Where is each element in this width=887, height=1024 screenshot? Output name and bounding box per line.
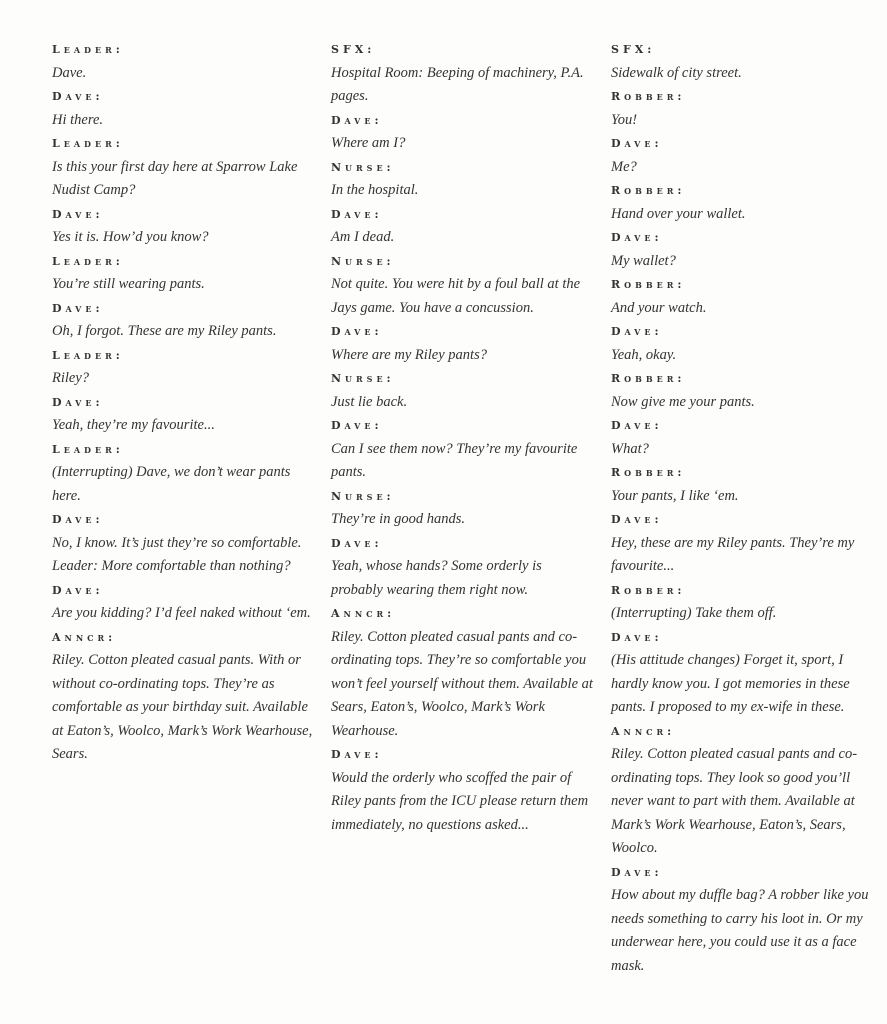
speaker-label: Nurse: (331, 489, 395, 503)
speaker-label: Dave: (52, 90, 104, 103)
speaker-label: Leader: (52, 254, 124, 268)
dialogue-line: Yeah, okay. (611, 346, 677, 363)
dialogue-line: My wallet? (611, 252, 676, 269)
dialogue-line: Yeah, whose hands? Some orderly is probably wearing them right now. (331, 558, 542, 598)
speaker-label: Nurse: (331, 160, 395, 174)
speaker-label: Nurse: (331, 254, 395, 268)
dialogue-line: Hey, these are my Riley pants. They’re my favourite... (611, 534, 855, 574)
dialogue-line: Where are my Riley pants? (331, 346, 487, 363)
speaker-label: Dave: (331, 748, 383, 761)
speaker-label: Leader: (52, 348, 124, 362)
dialogue-line: Would the orderly who scoffed the pair of Riley pants from the ICU please return them immediately, no questions asked... (331, 769, 589, 833)
script-column-3 (611, 38, 873, 978)
dialogue-line: Dave. (52, 64, 87, 81)
dialogue-line: Riley. Cotton pleated casual pants. With or without co-ordinating tops. They’re as comfortable as your birthday suit. Available at Eaton’s, Woolco, Mark’s Work Wearhouse, Sears. (52, 652, 313, 762)
speaker-label: Dave: (611, 137, 663, 150)
script-column-2 (331, 38, 593, 837)
speaker-label: SFX: (611, 43, 656, 56)
speaker-label: Dave: (52, 301, 104, 315)
dialogue-line: Oh, I forgot. These are my Riley pants. (52, 323, 277, 339)
dialogue-line: Riley. Cotton pleated casual pants and co-ordinating tops. They look so good you’ll never want to part with them. Available at Mark’s Work Wearhouse, Eaton’s, Sears, Woolco. (611, 746, 858, 856)
speaker-label: Robber: (611, 466, 686, 479)
speaker-label: SFX: (331, 43, 376, 56)
dialogue-line: No, I know. It’s just they’re so comfortable. Leader: More comfortable than nothing? (52, 534, 302, 574)
dialogue-line: And your watch. (611, 299, 707, 316)
dialogue-line: Riley? (52, 370, 90, 386)
dialogue-line: Sidewalk of city street. (611, 64, 742, 81)
dialogue-line: Is this your first day here at Sparrow Lake Nudist Camp? (52, 158, 298, 198)
speaker-label: Dave: (331, 207, 383, 221)
dialogue-line: What? (611, 440, 649, 457)
speaker-label: Leader: (52, 442, 124, 456)
dialogue-line: Your pants, I like ‘em. (611, 487, 739, 504)
dialogue-line: They’re in good hands. (331, 511, 465, 527)
dialogue-line: In the hospital. (331, 182, 419, 198)
dialogue-line: Hospital Room: Beeping of machinery, P.A. pages. (331, 64, 584, 104)
dialogue-line: Am I dead. (331, 229, 395, 245)
speaker-label: Anncr: (52, 630, 117, 644)
script-column-1 (52, 38, 314, 767)
speaker-label: Dave: (611, 865, 663, 879)
dialogue-line: Me? (611, 158, 637, 175)
dialogue-line: (Interrupting) Take them off. (611, 605, 777, 621)
dialogue-line: Where am I? (331, 135, 406, 151)
dialogue-line: Are you kidding? I’d feel naked without ‘em. (52, 605, 311, 621)
speaker-label: Robber: (611, 184, 686, 197)
speaker-label: Dave: (52, 513, 104, 526)
speaker-label: Dave: (331, 113, 383, 127)
dialogue-line: Just lie back. (331, 393, 408, 410)
speaker-label: Dave: (331, 325, 383, 338)
speaker-label: Anncr: (611, 724, 676, 738)
speaker-label: Nurse: (331, 372, 395, 385)
dialogue-line: Hi there. (52, 111, 104, 128)
speaker-label: Dave: (611, 325, 663, 338)
dialogue-line: (His attitude changes) Forget it, sport, I hardly know you. I got memories in these pants. I proposed to my ex-wife in these. (611, 652, 850, 715)
speaker-label: Dave: (52, 583, 104, 597)
speaker-label: Leader: (52, 137, 124, 150)
speaker-label: Robber: (611, 90, 686, 103)
speaker-label: Dave: (52, 395, 104, 409)
dialogue-line: Can I see them now? They’re my favourite pants. (331, 440, 578, 480)
speaker-label: Dave: (611, 419, 663, 432)
dialogue-line: Yeah, they’re my favourite... (52, 417, 215, 433)
dialogue-line: Hand over your wallet. (611, 205, 746, 222)
speaker-label: Dave: (52, 207, 104, 221)
dialogue-line: Yes it is. How’d you know? (52, 229, 209, 245)
speaker-label: Robber: (611, 372, 686, 385)
speaker-label: Robber: (611, 583, 686, 597)
dialogue-line: Now give me your pants. (611, 393, 755, 410)
speaker-label: Dave: (611, 231, 663, 244)
speaker-label: Robber: (611, 278, 686, 291)
speaker-label: Dave: (611, 630, 663, 644)
dialogue-line: (Interrupting) Dave, we don’t wear pants here. (52, 464, 291, 504)
dialogue-line: You’re still wearing pants. (52, 276, 205, 292)
speaker-label: Dave: (331, 419, 383, 432)
dialogue-line: Riley. Cotton pleated casual pants and co-ordinating tops. They’re so comfortable you won’t feel yourself without them. Available at Sears, Eaton’s, Woolco, Mark’s Work Wearhouse. (331, 628, 593, 739)
speaker-label: Leader: (52, 43, 124, 56)
speaker-label: Dave: (611, 513, 663, 526)
dialogue-line: You! (611, 111, 638, 128)
dialogue-line: How about my duffle bag? A robber like you needs something to carry his loot in. Or my underwear here, you could use it as a face mask. (611, 887, 869, 974)
dialogue-line: Not quite. You were hit by a foul ball at the Jays game. You have a concussion. (331, 276, 581, 316)
speaker-label: Anncr: (331, 607, 396, 620)
speaker-label: Dave: (331, 536, 383, 550)
